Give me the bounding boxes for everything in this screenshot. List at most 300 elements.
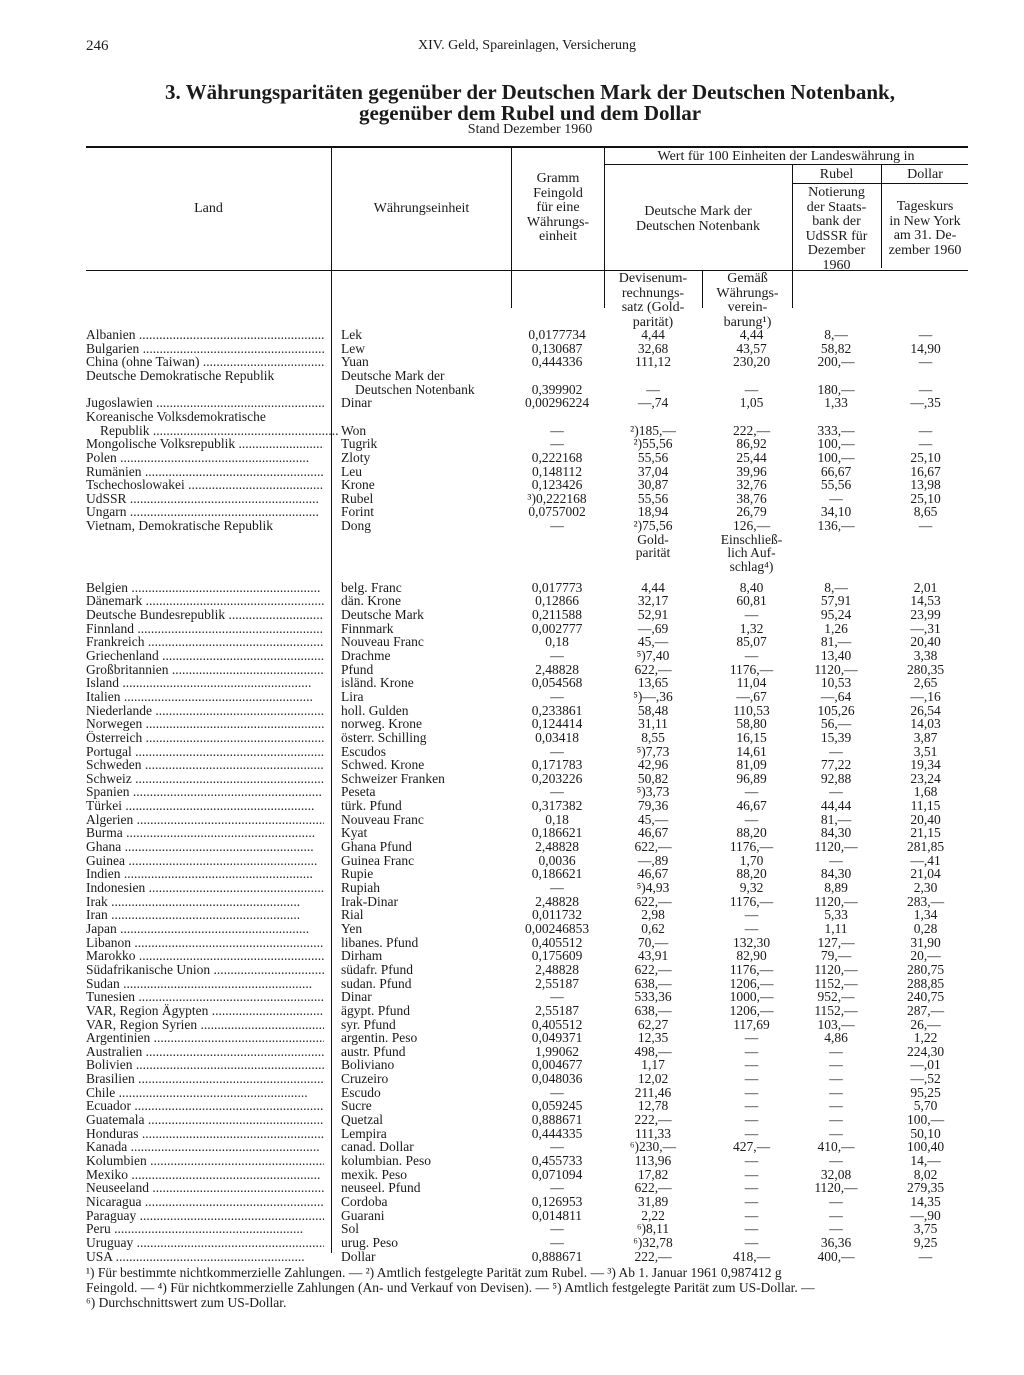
table-row [0,635,1024,649]
land-cell: VAR, Region Ägypten ..... [86,1004,324,1018]
land-cell: Australien ..... [86,1045,324,1059]
devisen-cell: 46,67 [637,825,669,841]
gemaess-cell: — [744,1043,759,1059]
currency-cell: Schweizer Franken [341,770,445,786]
gemaess-cell: lich Auf- [727,545,776,561]
gemaess-cell: — [744,1098,759,1114]
land-cell: Südafrikanische Union ..... [86,963,324,977]
rubel-cell: 84,30 [820,866,852,882]
land-cell: Ungarn ..... [86,505,324,519]
currency-cell: südafr. Pfund [341,961,413,977]
currency-cell: Nouveau Franc [341,634,424,650]
devisen-cell: 18,94 [637,504,669,520]
dollar-cell: 2,01 [913,579,938,595]
gold-cell: 2,48828 [535,661,579,677]
table-row [0,758,1024,772]
header-rubel: Rubel [819,167,854,182]
dollar-cell: 1,34 [913,907,938,923]
gemaess-cell: — [744,1193,759,1209]
gemaess-cell: 1,05 [739,395,764,411]
table-row [0,492,1024,506]
table-row [0,731,1024,745]
footnote-line: ¹) Für bestimmte nichtkommerzielle Zahlungen. — ²) Amtlich festgelegte Parität zum Rubel. — ³) Ab 1. Januar 1961 0,987412 g [86,1265,782,1280]
land-cell: Deutsche Bundesrepublik ..... [86,608,324,622]
land-cell: VAR, Region Syrien ..... [86,1018,324,1032]
gold-cell: 0,405512 [531,1016,583,1032]
dollar-cell: 287,— [906,1002,945,1018]
devisen-cell: 32,17 [637,593,669,609]
devisen-cell: ⁵)7,73 [636,743,670,759]
dollar-cell: — [918,354,933,370]
devisen-cell: 43,91 [637,948,669,964]
rubel-cell: 8,89 [824,880,848,895]
gold-cell: — [550,743,564,759]
land-cell: Island ..... [86,676,324,690]
gemaess-cell: 427,— [732,1139,771,1155]
gold-cell: 0,054568 [531,675,583,691]
table-row [0,1236,1024,1250]
gemaess-cell: 25,44 [736,449,767,465]
rubel-cell: 180,— [817,381,855,397]
devisen-cell: 638,— [634,975,672,991]
dollar-cell: — [918,381,933,397]
currency-cell: Yen [341,920,363,936]
land-cell: Ghana ..... [86,840,324,854]
table-row [0,867,1024,881]
devisen-cell: 32,68 [637,340,669,356]
gold-cell: 0,444336 [531,354,583,370]
rubel-cell: — [829,1193,843,1209]
gold-cell: — [550,647,564,663]
gold-cell: 2,48828 [535,839,579,855]
dollar-cell: — [918,518,933,534]
rubel-cell: 79,— [820,948,852,964]
land-cell: Marokko ..... [86,949,324,963]
gold-cell: 0,048036 [531,1071,583,1087]
rubel-cell: — [829,1084,843,1100]
dollar-cell: 3,51 [913,743,938,759]
gold-cell: 0,0036 [538,852,576,868]
gold-cell: 2,55187 [535,1002,579,1018]
land-cell: Finnland ..... [86,622,324,636]
table-row [0,649,1024,663]
devisen-cell: 13,65 [637,675,669,691]
gemaess-cell: 418,— [732,1248,771,1264]
currency-cell: norweg. Krone [341,716,422,732]
header-top-rule [86,146,968,148]
land-cell: Rumänien ..... [86,465,324,479]
currency-cell: türk. Pfund [341,798,402,814]
dollar-cell: 283,— [906,893,945,909]
header-devisen: Devisenum- rechnungs- satz (Gold- parität) [618,271,688,330]
dollar-cell: —,01 [910,1057,941,1073]
gold-cell: 2,48828 [535,961,579,977]
gemaess-cell: — [744,1125,759,1141]
rubel-cell: 1152,— [814,1002,858,1018]
currency-cell: Rupiah [341,880,380,895]
table-row [0,594,1024,608]
currency-cell: kolumbian. Peso [341,1153,431,1168]
table-row [0,1018,1024,1032]
gemaess-cell: — [744,647,759,663]
land-cell: Uruguay ..... [86,1236,324,1250]
rubel-cell: 84,30 [820,825,852,841]
devisen-cell: 31,89 [637,1193,669,1209]
gold-cell: 0,18 [545,634,569,650]
gemaess-cell: — [744,607,759,622]
gold-cell: 0,211588 [531,607,583,622]
gold-cell: 0,126953 [531,1193,583,1209]
gemaess-cell: 85,07 [736,634,767,650]
rubel-cell: 127,— [817,934,855,950]
dollar-cell: 9,25 [913,1234,938,1250]
currency-cell: Won [341,422,367,438]
footnotes [86,1265,986,1310]
gold-cell: 0,12866 [535,593,579,609]
rubel-cell: 56,— [820,716,852,732]
gemaess-cell: 16,15 [736,729,767,745]
rubel-cell: — [829,1125,843,1141]
dollar-cell: — [918,327,933,342]
gemaess-cell: — [744,784,759,800]
table-row [0,717,1024,731]
gemaess-cell: 117,69 [733,1016,770,1032]
gemaess-cell: schlag⁴) [729,559,774,575]
gemaess-cell: — [744,811,759,827]
land-cell: Dänemark ..... [86,594,324,608]
gold-cell: 0,071094 [531,1166,583,1182]
currency-cell: Krone [341,477,375,493]
currency-cell: canad. Dollar [341,1139,414,1155]
gemaess-cell: — [744,1234,759,1250]
gemaess-cell: 96,89 [736,770,767,786]
table-row [0,1127,1024,1141]
gold-cell: 2,55187 [535,975,579,991]
currency-cell: Cruzeiro [341,1071,389,1087]
gold-cell: 2,48828 [535,893,579,909]
table-row [0,410,1024,424]
devisen-cell: 12,02 [637,1071,669,1087]
currency-cell: dän. Krone [341,593,401,609]
gemaess-cell: 60,81 [736,593,767,609]
devisen-cell: 42,96 [637,757,669,773]
gemaess-cell: — [744,1112,759,1128]
rubel-cell: 200,— [817,354,855,370]
currency-cell: Rupie [341,866,374,882]
rubel-cell: 1120,— [814,839,858,855]
table-row [0,1004,1024,1018]
gemaess-cell: — [744,1057,759,1073]
currency-cell: Dinar [341,989,372,1005]
devisen-cell: 70,— [637,934,669,950]
table-row [0,922,1024,936]
page-number: 246 [86,38,109,54]
currency-cell: Kyat [341,825,368,841]
gold-cell: 0,059245 [531,1098,583,1114]
table-row [0,608,1024,622]
rubel-cell: — [829,1221,843,1237]
gemaess-cell: 38,76 [736,490,767,506]
table-row [0,1113,1024,1127]
land-cell: Kolumbien ..... [86,1154,324,1168]
stand-date: Stand Dezember 1960 [467,122,593,137]
currency-cell: Deutsche Mark der [341,367,445,383]
dollar-cell: 21,04 [910,866,941,882]
land-cell: Koreanische Volksdemokratische [86,409,266,424]
rubel-cell: 333,— [817,422,855,438]
devisen-cell: 58,48 [637,702,669,718]
table-row [0,772,1024,786]
land-cell: Portugal ..... [86,745,324,759]
dollar-cell: 100,— [906,1112,945,1128]
land-cell: Albanien ..... [86,328,324,342]
gemaess-cell: 14,61 [736,743,767,759]
title-line-1: 3. Währungsparitäten gegenüber der Deutschen Mark der Deutschen Notenbank, [165,80,895,104]
table-row [0,799,1024,813]
rubel-cell: 1120,— [814,893,858,909]
table-row [0,977,1024,991]
devisen-cell: ⁶)230,— [629,1139,677,1155]
dollar-cell: 281,85 [906,839,945,855]
table-row [0,745,1024,759]
land-cell: Tschechoslowakei ..... [86,478,324,492]
header-gemaess: Gemäß Währungs- verein- barung¹) [716,271,779,330]
table-row [0,854,1024,868]
rubel-cell: 95,24 [820,607,852,622]
land-cell: Republik ..... [86,424,338,438]
rubel-cell: — [829,1043,843,1059]
gemaess-cell: 230,20 [732,354,771,370]
devisen-cell: 12,35 [637,1030,669,1046]
gemaess-cell: 58,80 [736,716,767,732]
gold-cell: 0,888671 [531,1248,583,1264]
gemaess-cell: 1176,— [729,839,774,855]
land-cell: Vietnam, Demokratische Republik [86,519,274,534]
table-row [0,813,1024,827]
table-row [0,396,1024,410]
table-row [0,328,1024,342]
land-cell: Deutsche Demokratische Republik [86,368,275,383]
devisen-cell: —,74 [637,395,669,411]
devisen-cell: — [646,381,660,397]
dollar-cell: 25,10 [910,490,941,506]
devisen-cell: 211,46 [634,1084,672,1100]
table-row [0,908,1024,922]
rubel-cell: 77,22 [820,757,852,773]
gemaess-cell: —,67 [736,688,767,704]
gemaess-cell: — [744,907,759,923]
gemaess-cell: 132,30 [732,934,771,950]
table-row [0,451,1024,465]
rubel-cell: 8,— [824,327,848,342]
land-cell: Griechenland ..... [86,649,324,663]
table-row [0,1099,1024,1113]
devisen-cell: 4,44 [641,327,665,342]
table-row [0,785,1024,799]
devisen-cell: 45,— [637,634,669,650]
devisen-cell: 17,82 [637,1166,669,1182]
dollar-cell: 5,70 [913,1098,938,1114]
rubel-cell: 57,91 [820,593,852,609]
dollar-cell: 8,65 [913,504,938,520]
gold-cell: 0,130687 [531,340,583,356]
currency-cell: Forint [341,504,375,520]
currency-cell: belg. Franc [341,579,402,595]
currency-cell: isländ. Krone [341,675,414,691]
gold-cell: 0,002777 [531,620,583,636]
currency-cell: Rubel [341,490,374,506]
gemaess-cell: 126,— [732,518,771,534]
rubel-cell: 58,82 [820,340,852,356]
currency-cell: argentin. Peso [341,1030,418,1046]
rubel-cell: — [829,1153,843,1168]
devisen-cell: ²)75,56 [633,518,673,534]
rubel-cell: — [829,743,843,759]
land-cell: Italien ..... [86,690,324,704]
dollar-cell: 1,68 [913,784,938,800]
currency-cell: Guinea Franc [341,852,415,868]
currency-cell: libanes. Pfund [341,934,419,950]
currency-cell: urug. Peso [341,1234,398,1250]
gemaess-cell: — [744,1166,759,1182]
dollar-cell: 20,40 [910,634,941,650]
land-cell: USA ..... [86,1250,324,1264]
land-cell: Irak ..... [86,895,324,909]
devisen-cell: ⁶)8,11 [636,1221,670,1237]
land-cell: Neuseeland ..... [86,1181,324,1195]
gold-cell: — [550,1234,564,1250]
devisen-cell: 46,67 [637,866,669,882]
currency-cell: Guarani [341,1207,385,1223]
rubel-cell: 15,39 [820,729,852,745]
currency-cell: neuseel. Pfund [341,1180,421,1196]
dollar-cell: 3,75 [913,1221,938,1237]
currency-cell: Dirham [341,948,383,964]
table-row [0,1154,1024,1168]
rubel-cell: 1,26 [824,620,848,636]
gold-cell: ³)0,222168 [527,490,587,506]
table-row [0,1045,1024,1059]
devisen-cell: 12,78 [637,1098,669,1114]
header-currency: Währungseinheit [373,201,470,216]
gemaess-cell: 46,67 [736,798,767,814]
land-cell: Bolivien ..... [86,1058,324,1072]
gemaess-cell: 110,53 [733,702,770,718]
land-cell: Burma ..... [86,826,324,840]
land-cell: Österreich ..... [86,731,324,745]
devisen-cell: 45,— [637,811,669,827]
currency-cell: Nouveau Franc [341,811,424,827]
gold-cell: 0,171783 [531,757,583,773]
gemaess-cell: 1206,— [729,975,774,991]
table-row [0,546,1024,560]
dollar-cell: — [918,1248,933,1264]
land-cell: Tunesien ..... [86,990,324,1004]
gold-cell: 0,233861 [531,702,583,718]
gemaess-cell: 82,90 [736,948,767,964]
gemaess-cell: 222,— [732,422,771,438]
currency-cell: Lek [341,327,362,342]
land-cell: Bulgarien ..... [86,342,324,356]
gold-cell: — [550,688,564,704]
devisen-cell: 55,56 [637,449,669,465]
gold-cell: — [550,518,564,534]
devisen-cell: 622,— [634,961,672,977]
currency-cell: Schwed. Krone [341,757,425,773]
gemaess-cell: — [744,1180,759,1196]
rubel-cell: 10,53 [820,675,852,691]
gemaess-cell: 1,32 [739,620,764,636]
rubel-cell: 66,67 [820,463,852,479]
rubel-cell: 36,36 [820,1234,852,1250]
currency-cell: Deutschen Notenbank [355,381,475,397]
land-cell: Sudan ..... [86,977,324,991]
gold-cell: 0,455733 [531,1153,583,1168]
land-cell: Honduras ..... [86,1127,324,1141]
devisen-cell: 638,— [634,1002,672,1018]
dollar-cell: 20,— [910,948,941,964]
table-row [0,1222,1024,1236]
table-row [0,949,1024,963]
gold-cell: 0,049371 [531,1030,583,1046]
table-row [0,1031,1024,1045]
gold-cell: 0,444335 [531,1125,583,1141]
rubel-cell: 1152,— [814,975,858,991]
table-row [0,990,1024,1004]
running-head: XIV. Geld, Spareinlagen, Versicherung [418,38,636,53]
devisen-cell: ⁵)4,93 [636,880,670,895]
dollar-cell: 280,75 [906,961,945,977]
devisen-cell: 498,— [634,1043,672,1059]
currency-cell: Pfund [341,661,374,677]
gemaess-cell: 26,79 [736,504,767,520]
devisen-cell: 222,— [634,1112,672,1128]
devisen-cell: 1,17 [641,1057,665,1073]
devisen-cell: 55,56 [637,490,669,506]
dollar-cell: 19,34 [910,757,941,773]
gold-cell: 0,004677 [531,1057,583,1073]
gold-cell: 0,18 [545,811,569,827]
currency-cell: Drachme [341,647,391,663]
gold-cell: — [550,1180,564,1196]
currency-cell: Escudo [341,1084,381,1100]
table-row [0,1195,1024,1209]
land-cell: UdSSR ..... [86,492,324,506]
gold-cell: 0,888671 [531,1112,583,1128]
gemaess-cell: Einschließ- [720,531,783,547]
land-cell: Mexiko ..... [86,1168,324,1182]
rubel-cell: — [829,1071,843,1087]
currency-cell: Deutsche Mark [341,607,424,622]
currency-cell: Dinar [341,395,372,411]
devisen-cell: 50,82 [637,770,669,786]
gold-cell: — [550,1139,564,1155]
gold-cell: 0,222168 [531,449,583,465]
gold-cell: — [550,989,564,1005]
rubel-dollar-rule [792,183,968,184]
gold-cell: 0,00296224 [524,395,590,411]
rubel-cell: 1120,— [814,661,858,677]
rubel-cell: 81,— [820,811,852,827]
rubel-cell: 100,— [817,449,855,465]
dollar-cell: 21,15 [910,825,941,841]
dollar-cell: 2,30 [913,880,938,895]
devisen-cell: 622,— [634,839,672,855]
land-cell: Jugoslawien ..... [86,396,324,410]
gold-cell: 0,203226 [531,770,583,786]
devisen-cell: ⁵)3,73 [636,784,670,800]
gold-cell: 0,124414 [531,716,583,732]
